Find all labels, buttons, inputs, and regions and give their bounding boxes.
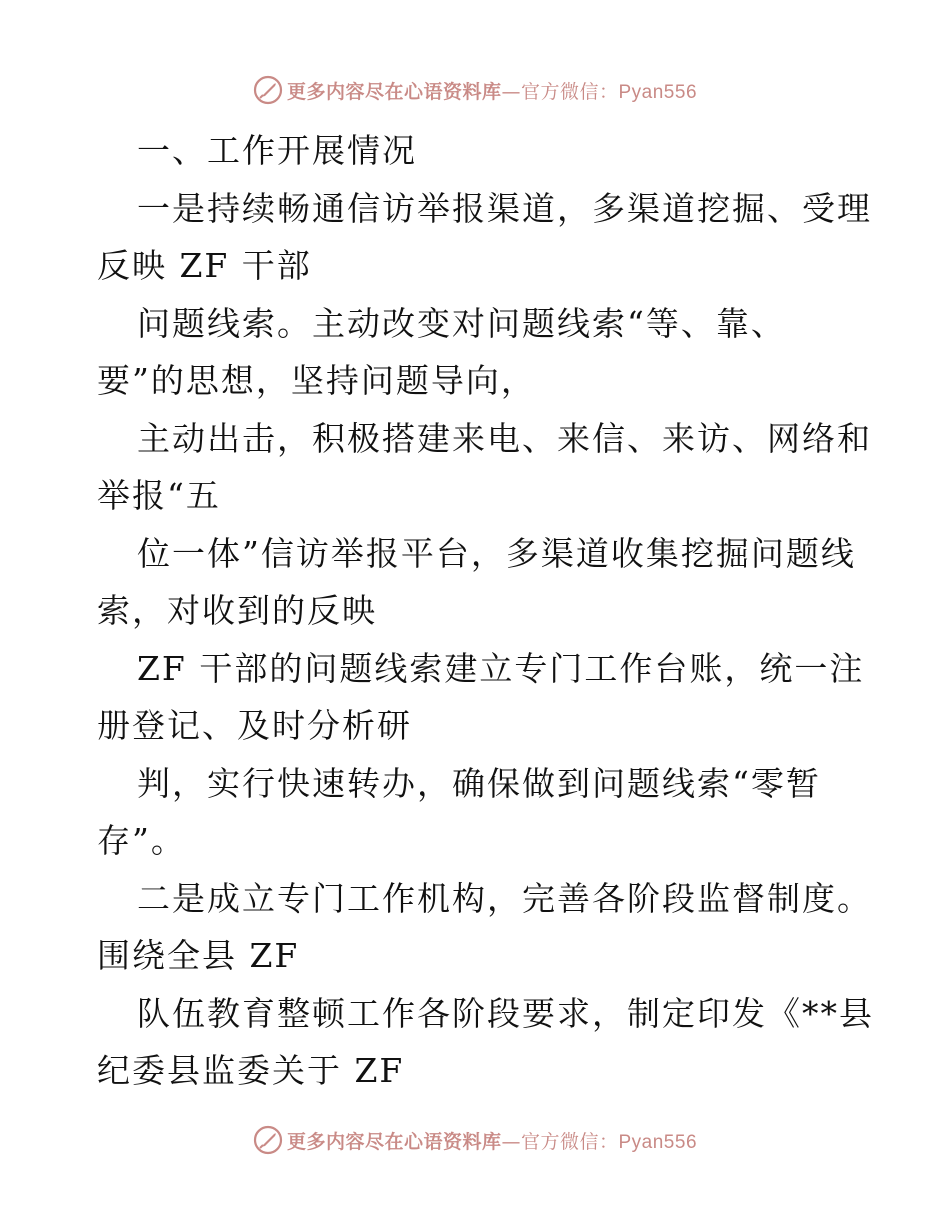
text-line: 举报“五 xyxy=(97,476,221,515)
watermark-text xyxy=(287,77,697,104)
watermark-separator: — xyxy=(501,80,521,103)
quill-pen-logo-icon xyxy=(253,75,283,105)
watermark-text xyxy=(287,1127,697,1154)
text-line: 要”的思想，坚持问题导向， xyxy=(97,361,536,400)
watermark-contact: 官方微信：Pyan556 xyxy=(521,1131,698,1153)
text-line: 索，对收到的反映 xyxy=(97,591,377,630)
watermark-contact: 官方微信：Pyan556 xyxy=(521,81,698,103)
text-line: 一、工作开展情况 xyxy=(137,131,417,170)
text-line: ZF 干部的问题线索建立专门工作台账，统一注 xyxy=(137,648,865,688)
text-line: 存”。 xyxy=(97,821,186,860)
text-line: 主动出击，积极搭建来电、来信、来访、网络和 xyxy=(137,418,872,458)
text-line: 纪委县监委关于 ZF xyxy=(97,1051,405,1090)
watermark-brand: 更多内容尽在心语资料库 xyxy=(286,1130,502,1153)
text-line: 围绕全县 ZF xyxy=(97,936,300,975)
watermark-separator: — xyxy=(501,1130,521,1153)
quill-pen-logo-icon xyxy=(253,1125,283,1155)
text-line: 判，实行快速转办，确保做到问题线索“零暂 xyxy=(137,763,821,803)
watermark-header xyxy=(0,70,950,110)
document-body xyxy=(97,122,874,1100)
text-line: 反映 ZF 干部 xyxy=(97,246,312,285)
text-line: 问题线索。主动改变对问题线索“等、靠、 xyxy=(137,303,786,343)
text-line: 册登记、及时分析研 xyxy=(97,706,412,745)
watermark-footer xyxy=(0,1120,950,1160)
text-line: 位一体”信访举报平台，多渠道收集挖掘问题线 xyxy=(137,533,856,573)
watermark-brand: 更多内容尽在心语资料库 xyxy=(286,80,502,103)
text-line: 一是持续畅通信访举报渠道，多渠道挖掘、受理 xyxy=(137,188,872,228)
text-line: 二是成立专门工作机构，完善各阶段监督制度。 xyxy=(137,878,872,918)
text-line: 队伍教育整顿工作各阶段要求，制定印发《**县 xyxy=(137,993,874,1033)
